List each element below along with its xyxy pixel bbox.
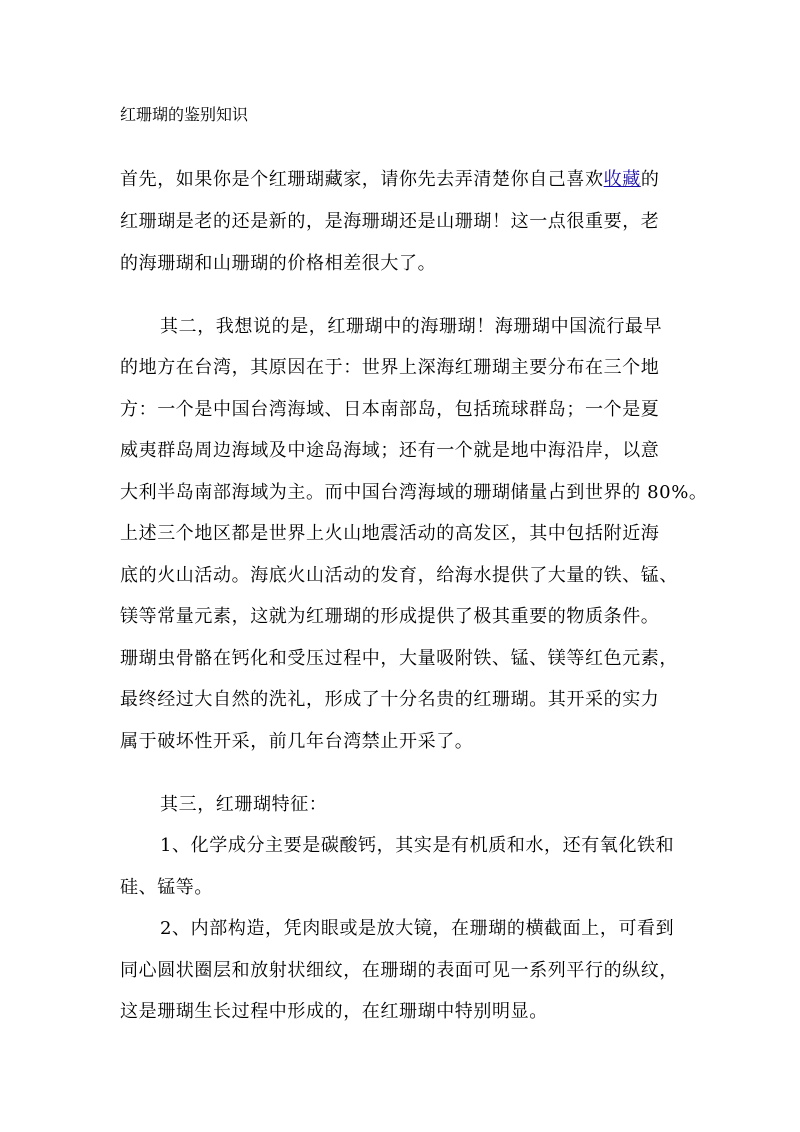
para2-line9: 珊瑚虫骨骼在钙化和受压过程中，大量吸附铁、锰、镁等红色元素，: [120, 648, 678, 669]
item1-line2: 硅、锰等。: [120, 877, 213, 898]
para1-line1-tail: 的: [640, 169, 660, 190]
para2-line6: 上述三个地区都是世界上火山地震活动的高发区，其中包括附近海: [120, 523, 660, 544]
para2-line5: 大利半岛南部海域为主。而中国台湾海域的珊瑚储量占到世界的 80%。: [120, 482, 708, 503]
item2-line2: 同心圆状圈层和放射状细纹，在珊瑚的表面可见一系列平行的纵纹，: [120, 960, 678, 981]
para2-line2: 的地方在台湾，其原因在于：世界上深海红珊瑚主要分布在三个地: [120, 357, 660, 378]
para2-line3: 方：一个是中国台湾海域、日本南部岛，包括琉球群岛；一个是夏: [120, 399, 660, 420]
para1-line1: [120, 167, 659, 193]
document-title: 红珊瑚的鉴别知识: [120, 105, 249, 124]
para1-line2: 红珊瑚是老的还是新的，是海珊瑚还是山珊瑚！这一点很重要，老: [120, 211, 660, 232]
para1-line3: 的海珊瑚和山珊瑚的价格相差很大了。: [120, 253, 437, 274]
para2-line8: 镁等常量元素，这就为红珊瑚的形成提供了极其重要的物质条件。: [120, 606, 660, 627]
para2-line11: 属于破坏性开采，前几年台湾禁止开采了。: [120, 731, 474, 752]
item1-line1: 1、化学成分主要是碳酸钙，其实是有机质和水，还有氧化铁和: [160, 835, 675, 856]
section3-heading: 其三，红珊瑚特征：: [160, 794, 328, 815]
item2-line3: 这是珊瑚生长过程中形成的，在红珊瑚中特别明显。: [120, 1001, 548, 1022]
para1-line1-text: 首先，如果你是个红珊瑚藏家，请你先去弄清楚你自己喜欢: [120, 169, 604, 190]
para2-line7: 底的火山活动。海底火山活动的发育，给海水提供了大量的铁、锰、: [120, 565, 678, 586]
collect-link[interactable]: 收藏: [603, 169, 641, 190]
para2-line1: 其二，我想说的是，红珊瑚中的海珊瑚！海珊瑚中国流行最早: [160, 316, 663, 337]
item2-line1: 2、内部构造，凭肉眼或是放大镜，在珊瑚的横截面上，可看到: [160, 918, 675, 939]
para2-line4: 威夷群岛周边海域及中途岛海域；还有一个就是地中海沿岸，以意: [120, 440, 660, 461]
para2-line10: 最终经过大自然的洗礼，形成了十分名贵的红珊瑚。其开采的实力: [120, 689, 660, 710]
